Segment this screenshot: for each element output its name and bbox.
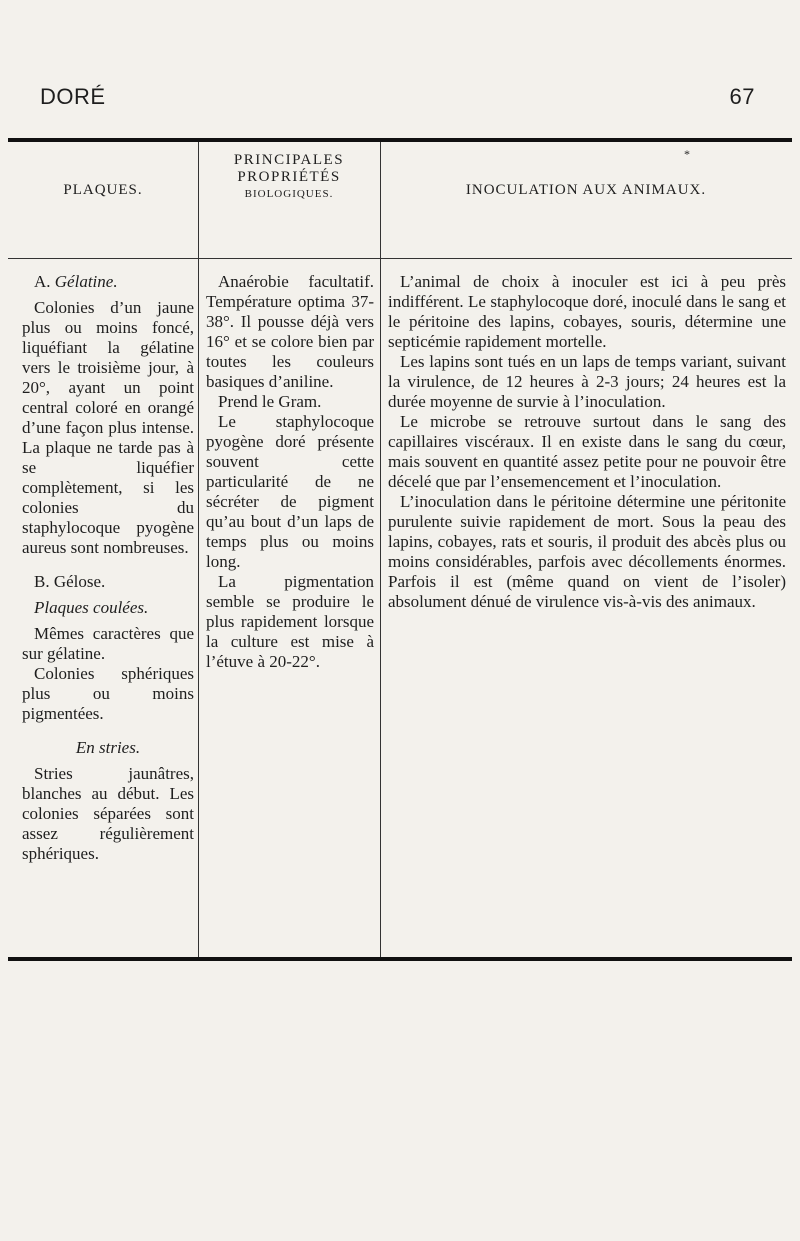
column-divider — [380, 142, 381, 957]
header-proprietes — [198, 152, 380, 200]
page-number: 67 — [729, 84, 755, 109]
section-a-text: Colonies d’un jaune plus ou moins foncé, liquéfiant la gélatine vers le troisième jour, à 20°, ayant un point central coloré en orangé d’une façon plus intense. La plaque ne tarde pas à se liquéfier complètement, si les colonies du staphylocoque pyogène aureus sont nombreuses. — [22, 298, 194, 557]
inoculation-p1: L’animal de choix à inoculer est ici à peu près indifférent. Le staphylocoque doré, inoculé dans le sang et le péritoine des lapins, cobayes, souris, détermine une septicémie rapidement mortelle. — [388, 272, 786, 351]
section-b-text2: Colonies sphériques plus ou moins pigmentées. — [22, 664, 194, 723]
proprietes-p3: Le staphylocoque pyogène doré présente souvent cette particularité de ne sécréter de pigment qu’au bout d’un laps de temps plus ou moins long. — [206, 412, 374, 571]
column-plaques — [22, 272, 194, 864]
header-proprietes-line1: PRINCIPALES — [233, 152, 345, 168]
header-proprietes-line3: BIOLOGIQUES. — [244, 188, 334, 200]
running-head-author: DORÉ — [40, 84, 106, 109]
inoculation-p3: Le microbe se retrouve surtout dans le sang des capillaires viscéraux. Il en existe dans le sang du cœur, mais souvent en quantité assez petite pour ne pouvoir être décelé que par l’ensemencement et l’inoculation. — [388, 412, 786, 491]
proprietes-p4: La pigmentation semble se produire le plus rapidement lorsque la culture est mise à l’étuve à 20-22°. — [206, 572, 374, 671]
data-table — [8, 138, 792, 961]
section-c-subtitle: En stries. — [75, 738, 141, 757]
header-rule — [8, 258, 792, 259]
proprietes-p1: Anaérobie facultatif. Température optima 37-38°. Il pousse déjà vers 16° et se colore bien par toutes les couleurs basiques d’aniline. — [206, 272, 374, 391]
column-inoculation — [388, 272, 786, 612]
column-divider — [198, 142, 199, 957]
header-mark: * — [684, 147, 690, 161]
inoculation-p4: L’inoculation dans le péritoine détermine une péritonite purulente suivie rapidement de mort. Sous la peau des lapins, cobayes, rats et souris, il produit des abcès plus ou moins considérables, parfois avec décollements énormes. Parfois il est (même quand on vient de l’isoler) absolument dénué de virulence vis-à-vis des animaux. — [388, 492, 786, 611]
column-proprietes — [206, 272, 374, 672]
section-c-text: Stries jaunâtres, blanches au début. Les colonies séparées sont assez régulièrement sphériques. — [22, 764, 194, 863]
proprietes-p2: Prend le Gram. — [218, 392, 322, 411]
section-b-subtitle: Plaques coulées. — [34, 598, 149, 617]
section-a-title: A. Gélatine. — [34, 272, 118, 291]
header-plaques: PLAQUES. — [63, 182, 143, 198]
section-b-title: B. Gélose. — [34, 572, 106, 591]
section-b-text1: Mêmes caractères que sur gélatine. — [22, 624, 194, 663]
header-proprietes-line2: PROPRIÉTÉS — [237, 169, 341, 185]
inoculation-p2: Les lapins sont tués en un laps de temps variant, suivant la virulence, de 12 heures à 2-3 jours; 24 heures est la durée moyenne de survie à l’inoculation. — [388, 352, 786, 411]
header-inoculation: INOCULATION AUX ANIMAUX. — [465, 182, 707, 198]
